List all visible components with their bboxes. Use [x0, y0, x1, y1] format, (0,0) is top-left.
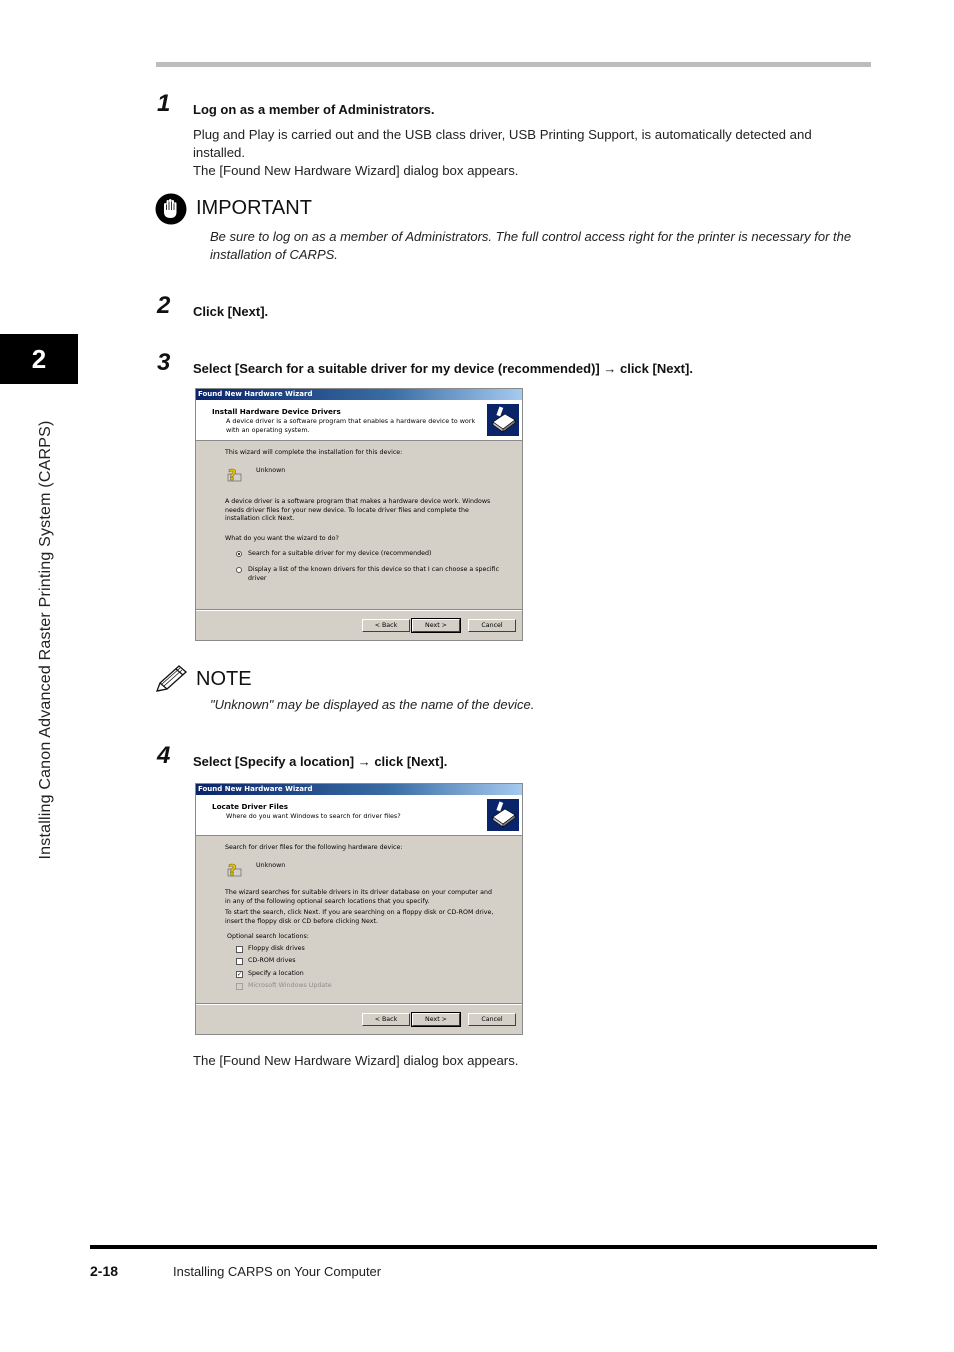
important-body: [210, 228, 875, 264]
step-4-title: Select [Specify a location] → click [Next].: [193, 754, 448, 769]
step-1-title: Log on as a member of Administrators.: [193, 102, 435, 117]
checkbox-windows-update: [236, 983, 243, 990]
cdrom-label: CD-ROM drives: [248, 957, 296, 964]
chapter-number: 2: [31, 343, 47, 374]
back-button[interactable]: < Back: [362, 1013, 410, 1026]
note-body: "Unknown" may be displayed as the name of the device.: [210, 697, 535, 712]
back-button[interactable]: < Back: [362, 619, 410, 632]
unknown-device-icon: [225, 465, 245, 485]
radio-search-driver[interactable]: [236, 551, 242, 557]
wizard-dialog-locate-drivers: [195, 783, 523, 1035]
step-1-body-line: installed.: [193, 145, 246, 160]
dialog-body: [196, 441, 522, 641]
driver-description: A device driver is a software program that makes a hardware device work. Windows needs driver files for your new device. To locate driver files and complete the installation click Next.: [225, 498, 491, 522]
start-description: To start the search, click Next. If you are searching on a floppy disk or CD-ROM drive, insert the floppy disk or CD before clicking Next.: [225, 909, 494, 925]
svg-text:?: ?: [228, 861, 237, 879]
device-name: Unknown: [256, 862, 286, 869]
step-4-after-text: The [Found New Hardware Wizard] dialog box appears.: [193, 1053, 519, 1068]
wizard-dialog-install-drivers: [195, 388, 523, 641]
checkbox-cdrom[interactable]: [236, 958, 243, 965]
option-search-label: Search for a suitable driver for my device (recommended): [248, 550, 432, 557]
radio-display-list[interactable]: [236, 567, 242, 573]
step-3-number: 3: [157, 349, 171, 376]
option-display-label: Display a list of the known drivers for this device so that I can choose a specific driver: [248, 566, 500, 582]
dialog-separator: [196, 1003, 522, 1005]
note-heading: NOTE: [196, 668, 252, 690]
page-number: 2-18: [90, 1263, 119, 1279]
device-name: Unknown: [256, 467, 286, 474]
specify-location-label: Specify a location: [248, 970, 304, 977]
wizard-question: What do you want the wizard to do?: [225, 535, 339, 542]
top-rule: [156, 62, 871, 67]
windows-update-label: Microsoft Windows Update: [248, 982, 332, 989]
search-description: The wizard searches for suitable drivers in its driver database on your computer and in any of the following optional search locations that you specify.: [225, 889, 492, 905]
bottom-rule: [90, 1245, 877, 1249]
dialog-header: [196, 795, 522, 836]
checkbox-floppy[interactable]: [236, 946, 243, 953]
important-heading: IMPORTANT: [196, 197, 312, 219]
pencil-note-icon: [155, 664, 188, 694]
dialog-title-bar: Found New Hardware Wizard: [196, 389, 522, 400]
step-1-body-line: Plug and Play is carried out and the USB class driver, USB Printing Support, is automatically detected and: [193, 127, 812, 142]
hardware-wizard-icon: [487, 799, 519, 831]
footer-title: Installing CARPS on Your Computer: [173, 1264, 382, 1279]
cancel-button[interactable]: Cancel: [468, 619, 516, 632]
chapter-tab: [0, 334, 78, 384]
dialog-header-title: Install Hardware Device Drivers: [212, 407, 341, 416]
svg-text:?: ?: [228, 466, 237, 484]
next-button[interactable]: Next >: [412, 619, 460, 632]
dialog-header-subtitle: Where do you want Windows to search for driver files?: [226, 812, 401, 820]
dialog-header-subtitle: A device driver is a software program that enables a hardware device to work with an operating system.: [226, 417, 476, 434]
step-3-title: Select [Search for a suitable driver for my device (recommended)] → click [Next].: [193, 361, 693, 376]
step-1-body: [193, 126, 873, 180]
important-line: Be sure to log on as a member of Administrators. The full control access right for the printer is necessary for the: [210, 229, 852, 244]
optional-locations-label: Optional search locations:: [227, 933, 309, 940]
step-1-number: 1: [157, 90, 171, 117]
step-1-body-line: The [Found New Hardware Wizard] dialog box appears.: [193, 163, 519, 178]
dialog-header-title: Locate Driver Files: [212, 802, 289, 811]
floppy-label: Floppy disk drives: [248, 945, 305, 952]
stop-hand-icon: [155, 193, 187, 225]
dialog-body: [196, 836, 522, 1035]
checkbox-specify-location[interactable]: ✓: [237, 971, 243, 978]
step-4-number: 4: [157, 742, 171, 769]
complete-text: This wizard will complete the installation for this device:: [225, 449, 403, 456]
unknown-device-icon: [225, 860, 245, 880]
next-button[interactable]: Next >: [412, 1013, 460, 1026]
dialog-separator: [196, 609, 522, 611]
dialog-title-bar: Found New Hardware Wizard: [196, 784, 522, 795]
step-2-title: Click [Next].: [193, 304, 269, 319]
step-2-number: 2: [157, 292, 171, 319]
hardware-wizard-icon: [487, 404, 519, 436]
cancel-button[interactable]: Cancel: [468, 1013, 516, 1026]
important-line: installation of CARPS.: [210, 247, 338, 262]
side-title-text: Installing Canon Advanced Raster Printing System (CARPS): [37, 420, 54, 860]
search-text: Search for driver files for the following hardware device:: [225, 844, 403, 851]
dialog-header: [196, 400, 522, 441]
